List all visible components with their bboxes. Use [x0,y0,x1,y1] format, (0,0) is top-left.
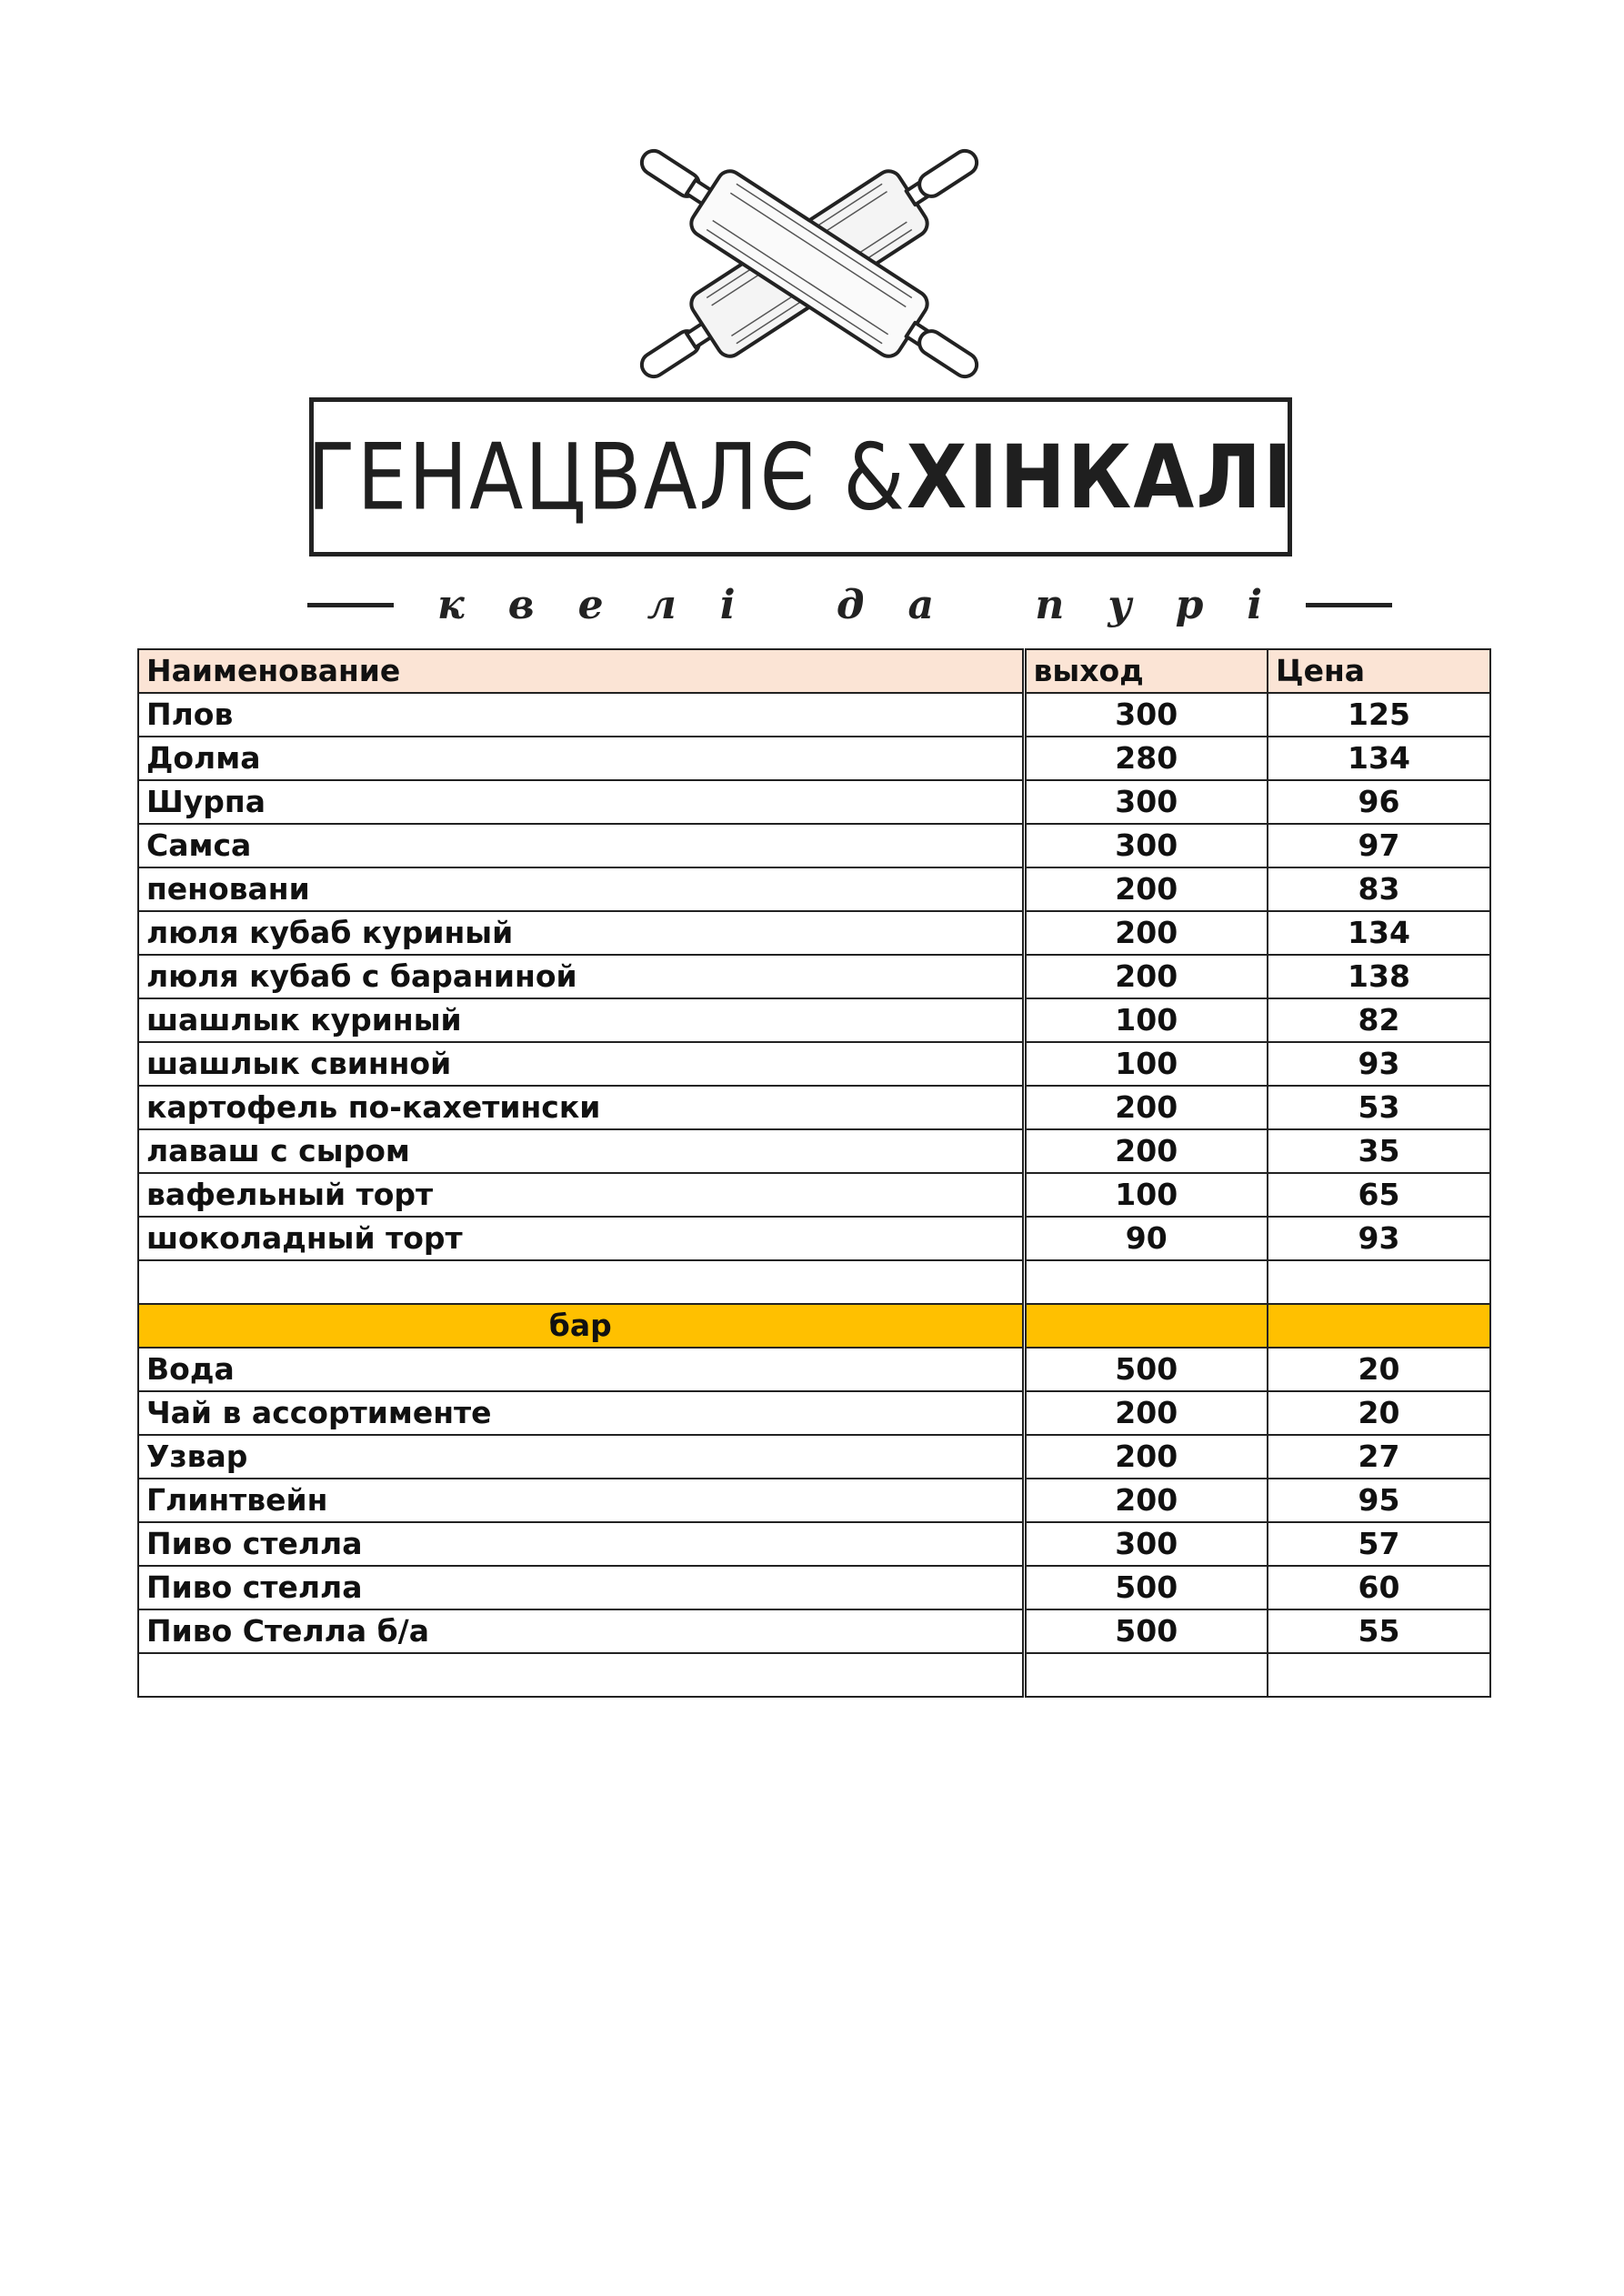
item-name: люля кубаб с бараниной [138,955,1024,998]
item-name: Плов [138,693,1024,737]
header-output: выход [1024,649,1268,693]
item-name: Шурпа [138,780,1024,824]
table-row [138,1086,1490,1129]
item-output: 280 [1024,737,1268,780]
item-name: Чай в ассортименте [138,1391,1024,1435]
item-output: 500 [1024,1566,1268,1609]
item-output [1024,1653,1268,1697]
table-row [138,1435,1490,1479]
item-price: 60 [1268,1566,1490,1609]
item-price: 53 [1268,1086,1490,1129]
item-output: 200 [1024,1086,1268,1129]
item-name: пеновани [138,867,1024,911]
item-price: 57 [1268,1522,1490,1566]
item-price: 27 [1268,1435,1490,1479]
item-price: 95 [1268,1479,1490,1522]
table-row [138,998,1490,1042]
item-price: 134 [1268,737,1490,780]
item-price: 82 [1268,998,1490,1042]
item-name: люля кубаб куриный [138,911,1024,955]
tagline: квелі да пурі [437,581,1307,628]
item-output [1024,1304,1268,1348]
item-output: 100 [1024,1042,1268,1086]
item-name: Пиво Стелла б/а [138,1609,1024,1653]
item-output: 90 [1024,1217,1268,1260]
item-output: 200 [1024,955,1268,998]
item-output: 500 [1024,1609,1268,1653]
tagline-row [307,581,1307,628]
item-output: 200 [1024,1129,1268,1173]
item-price: 134 [1268,911,1490,955]
table-row [138,867,1490,911]
item-output: 100 [1024,1173,1268,1217]
item-output: 200 [1024,1435,1268,1479]
item-output: 300 [1024,824,1268,867]
table-row [138,780,1490,824]
empty-row [138,1260,1490,1304]
item-output: 200 [1024,1479,1268,1522]
item-price: 97 [1268,824,1490,867]
section-row-bar [138,1304,1490,1348]
item-price [1268,1304,1490,1348]
table-row [138,1522,1490,1566]
table-row [138,1609,1490,1653]
item-output: 200 [1024,867,1268,911]
item-name: Глинтвейн [138,1479,1024,1522]
item-name: лаваш с сыром [138,1129,1024,1173]
table-row [138,1348,1490,1391]
item-price: 93 [1268,1042,1490,1086]
item-price [1268,1260,1490,1304]
table-row [138,1173,1490,1217]
item-name: Долма [138,737,1024,780]
item-output: 300 [1024,693,1268,737]
brand-logo-box [307,397,1295,556]
item-price: 20 [1268,1391,1490,1435]
item-name: вафельный торт [138,1173,1024,1217]
item-name: Вода [138,1348,1024,1391]
section-title: бар [138,1304,1024,1348]
item-name: шоколадный торт [138,1217,1024,1260]
item-output: 100 [1024,998,1268,1042]
brand-title-bold: ХІНКАЛІ [906,426,1295,528]
header-name: Наименование [138,649,1024,693]
item-price: 83 [1268,867,1490,911]
table-row [138,737,1490,780]
header-price: Цена [1268,649,1490,693]
item-name [138,1260,1024,1304]
table-row [138,1129,1490,1173]
table-row [138,1042,1490,1086]
empty-row [138,1653,1490,1697]
brand-title [307,423,1295,531]
table-row [138,824,1490,867]
item-price: 138 [1268,955,1490,998]
item-name: шашлык куриный [138,998,1024,1042]
item-output: 200 [1024,911,1268,955]
item-price: 96 [1268,780,1490,824]
item-price: 55 [1268,1609,1490,1653]
crossed-rolling-pins-icon [596,145,1023,382]
item-price: 35 [1268,1129,1490,1173]
table-row [138,955,1490,998]
item-price: 93 [1268,1217,1490,1260]
table-row [138,1479,1490,1522]
item-output: 300 [1024,1522,1268,1566]
item-price: 20 [1268,1348,1490,1391]
item-price [1268,1653,1490,1697]
menu-table [137,648,1491,1698]
table-row [138,1217,1490,1260]
table-row [138,911,1490,955]
item-name: Узвар [138,1435,1024,1479]
item-name: шашлык свинной [138,1042,1024,1086]
item-name: Пиво стелла [138,1566,1024,1609]
item-output: 200 [1024,1391,1268,1435]
item-name [138,1653,1024,1697]
table-row [138,693,1490,737]
item-output: 300 [1024,780,1268,824]
tagline-dash-right [1306,603,1392,607]
brand-title-light: ГЕНАЦВАЛЄ & [307,423,907,531]
item-output: 500 [1024,1348,1268,1391]
table-row [138,1391,1490,1435]
item-name: Пиво стелла [138,1522,1024,1566]
table-header-row [138,649,1490,693]
table-row [138,1566,1490,1609]
tagline-dash-left [307,603,394,607]
item-name: Самса [138,824,1024,867]
item-name: картофель по-кахетински [138,1086,1024,1129]
item-price: 125 [1268,693,1490,737]
item-output [1024,1260,1268,1304]
item-price: 65 [1268,1173,1490,1217]
